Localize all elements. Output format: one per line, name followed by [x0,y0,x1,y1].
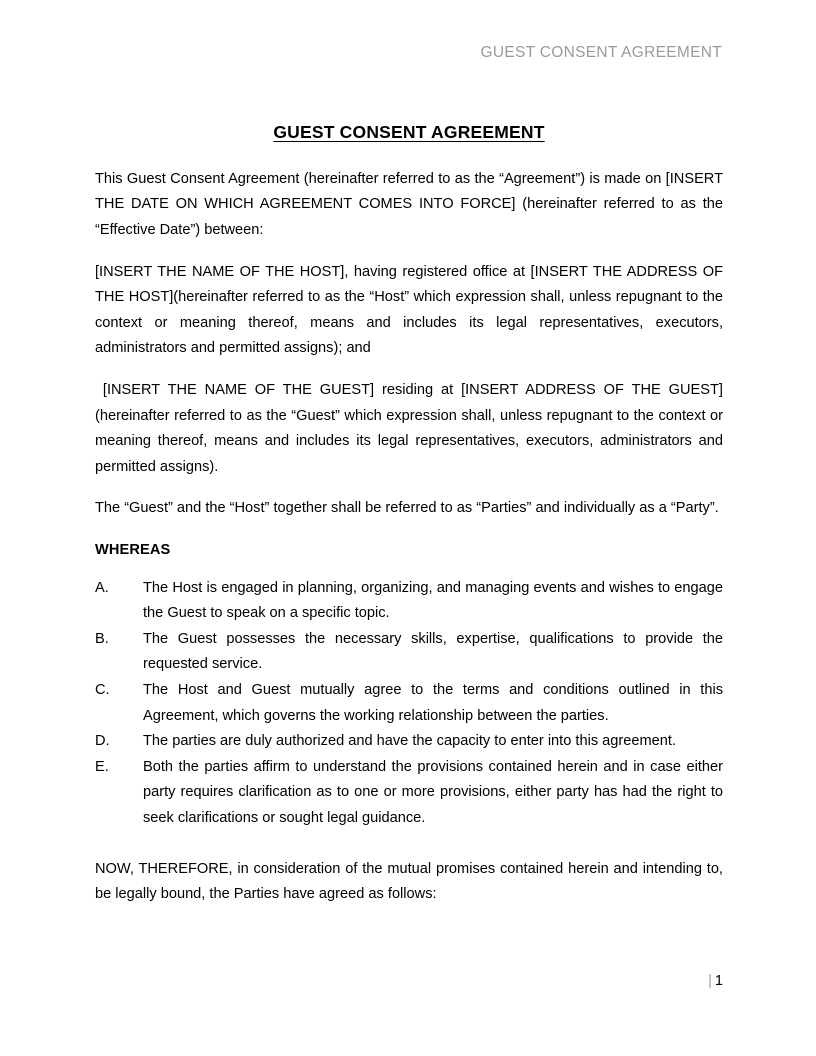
list-item-marker: A. [95,579,109,596]
list-item-marker: D. [95,733,110,750]
list-item-text: The Guest possesses the necessary skills, expertise, qualifications to provide the requested service. [143,630,723,673]
list-item-marker: C. [95,681,110,698]
paragraph-guest-details: [INSERT THE NAME OF THE GUEST] residing at [INSERT ADDRESS OF THE GUEST] (hereinafter referred to as the “Guest” which expression shall, unless repugnant to the context or meaning thereof, means and includes its legal representatives, executors, administrators and permitted assigns). [95,382,728,475]
list-item [95,576,723,627]
list-item-text: Both the parties affirm to understand the provisions contained herein and in case either party requires clarification as to one or more provisions, either party has had the right to seek clarifications or sought legal guidance. [143,758,723,826]
whereas-list [95,576,723,832]
list-item [95,627,723,678]
paragraph-parties-definition: The “Guest” and the “Host” together shall be referred to as “Parties” and individually as a “Party”. [95,500,719,517]
list-item-text: The Host is engaged in planning, organizing, and managing events and wishes to engage the Guest to speak on a specific topic. [143,579,723,622]
list-item [95,678,723,729]
list-item [95,729,723,755]
page-title-text: GUEST CONSENT AGREEMENT [273,122,545,142]
list-item-text: The parties are duly authorized and have the capacity to enter into this agreement. [143,733,676,750]
page-footer [95,972,723,991]
list-item-marker: E. [95,758,109,775]
running-header-text: GUEST CONSENT AGREEMENT [480,44,722,61]
page-number: 1 [714,973,723,989]
document-body [95,122,728,908]
list-item-text: The Host and Guest mutually agree to the terms and conditions outlined in this Agreement, which governs the working relationship between the parties. [143,681,723,724]
paragraph-host-details: [INSERT THE NAME OF THE HOST], having registered office at [INSERT THE ADDRESS OF THE HOST](hereinafter referred to as the “Host” which expression shall, unless repugnant to the context or meaning thereof, means and includes its legal representatives, executors, administrators and permitted assigns); and [95,263,728,357]
paragraph-recital-intro: This Guest Consent Agreement (hereinafter referred to as the “Agreement”) is made on [INSERT THE DATE ON WHICH AGREEMENT COMES INTO FORCE] (hereinafter referred to as the “Effective Date”) between: [95,170,728,239]
list-item-marker: B. [95,630,109,647]
running-header [95,44,722,63]
footer-separator: | [708,973,712,989]
paragraph-now-therefore: NOW, THEREFORE, in consideration of the mutual promises contained herein and intending to, be legally bound, the Parties have agreed as follows: [95,860,723,903]
page-title [95,122,723,144]
whereas-heading: WHEREAS [95,542,171,558]
list-item [95,755,723,832]
